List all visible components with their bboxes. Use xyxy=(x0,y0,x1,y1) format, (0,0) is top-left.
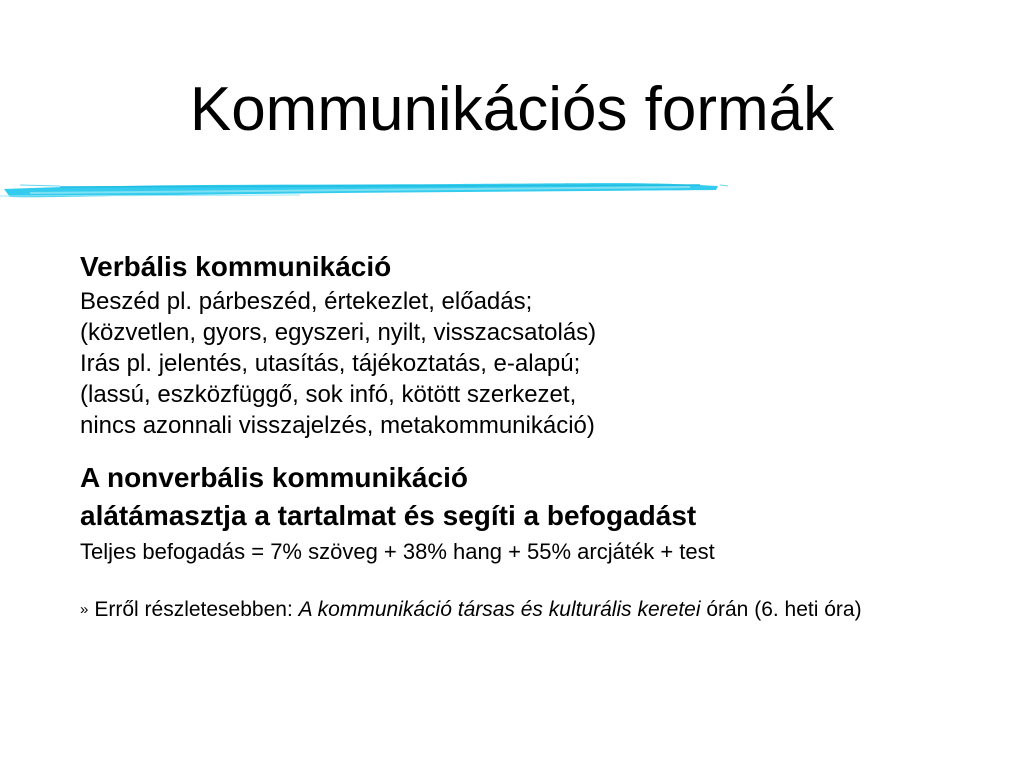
verbal-heading: Verbális kommunikáció xyxy=(80,251,392,282)
note-course-title: A kommunikáció társas és kulturális keretei xyxy=(298,598,701,621)
slide-content xyxy=(80,248,1000,625)
reception-formula: Teljes befogadás = 7% szöveg + 38% hang + 55% arcjáték + test xyxy=(80,539,715,564)
brush-stroke-divider xyxy=(0,176,730,206)
verbal-line-5: nincs azonnali visszajelzés, metakommunikáció) xyxy=(80,412,595,439)
verbal-line-1: Beszéd pl. párbeszéd, értekezlet, előadás; xyxy=(80,288,533,315)
verbal-line-3: Irás pl. jelentés, utasítás, tájékoztatás, e-alapú; xyxy=(80,350,581,377)
verbal-line-4: (lassú, eszközfüggő, sok infó, kötött szerkezet, xyxy=(80,381,577,408)
note-prefix: Erről részletesebben: xyxy=(94,598,299,621)
reference-note xyxy=(80,595,1000,625)
nonverbal-heading: A nonverbális kommunikáció xyxy=(80,462,468,493)
nonverbal-subheading: alátámasztja a tartalmat és segíti a befogadást xyxy=(80,500,697,531)
slide-title: Kommunikációs formák xyxy=(189,75,835,144)
note-suffix: órán (6. heti óra) xyxy=(700,598,862,621)
verbal-line-2: (közvetlen, gyors, egyszeri, nyilt, visszacsatolás) xyxy=(80,319,597,346)
note-bullet: » xyxy=(80,601,89,618)
